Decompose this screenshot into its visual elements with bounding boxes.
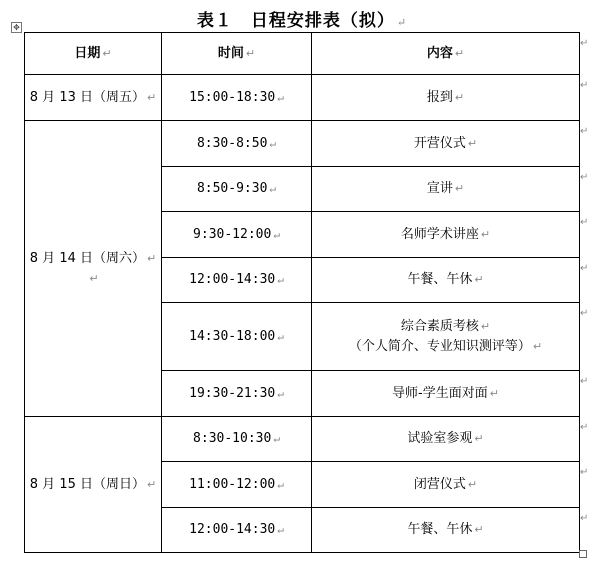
row-end-mark-icon: ↵ <box>580 376 589 387</box>
row-end-mark-icon: ↵ <box>580 263 589 274</box>
row-end-mark-icon: ↵ <box>580 308 589 319</box>
row-end-mark-icon: ↵ <box>580 513 589 524</box>
time-cell: 8:30-8:50 ↵ <box>162 121 312 167</box>
header-content: 内容 ↵ <box>312 33 580 75</box>
date-cell: 8 月 13 日（周五） ↵ <box>25 75 162 121</box>
table-row <box>25 121 580 167</box>
row-end-mark-icon: ↵ <box>580 422 589 433</box>
table-row <box>25 417 580 462</box>
time-cell: 19:30-21:30 ↵ <box>162 371 312 417</box>
content-cell: 午餐、午休 ↵ <box>312 508 580 553</box>
table-header-row <box>25 33 580 75</box>
content-cell: 试验室参观 ↵ <box>312 417 580 462</box>
table-title <box>0 6 604 31</box>
schedule-table <box>24 32 580 553</box>
row-end-mark-icon: ↵ <box>580 217 589 228</box>
table-move-handle-icon[interactable]: ✥ <box>11 22 22 33</box>
header-date: 日期 ↵ <box>25 33 162 75</box>
content-cell: 综合素质考核 ↵ （个人简介、专业知识测评等） ↵ <box>312 303 580 371</box>
content-cell: 闭营仪式 ↵ <box>312 462 580 508</box>
row-end-mark-icon: ↵ <box>580 38 589 49</box>
row-end-mark-icon: ↵ <box>580 80 589 91</box>
content-cell: 午餐、午休 ↵ <box>312 258 580 303</box>
content-cell: 宣讲 ↵ <box>312 167 580 212</box>
time-cell: 15:00-18:30 ↵ <box>162 75 312 121</box>
time-cell: 12:00-14:30 ↵ <box>162 258 312 303</box>
time-cell: 11:00-12:00 ↵ <box>162 462 312 508</box>
time-cell: 14:30-18:00 ↵ <box>162 303 312 371</box>
time-cell: 8:30-10:30 ↵ <box>162 417 312 462</box>
time-cell: 8:50-9:30 ↵ <box>162 167 312 212</box>
date-cell: 8 月 14 日（周六） ↵ ↵ <box>25 121 162 417</box>
table-title-text: 表１ 日程安排表（拟） <box>196 11 395 31</box>
row-end-mark-icon: ↵ <box>580 172 589 183</box>
content-cell: 报到 ↵ <box>312 75 580 121</box>
content-cell: 导师-学生面对面 ↵ <box>312 371 580 417</box>
header-time: 时间 ↵ <box>162 33 312 75</box>
table-resize-handle-icon[interactable] <box>579 550 587 558</box>
table-row <box>25 75 580 121</box>
date-cell: 8 月 15 日（周日） ↵ <box>25 417 162 553</box>
row-end-mark-icon: ↵ <box>580 126 589 137</box>
content-cell: 名师学术讲座 ↵ <box>312 212 580 258</box>
time-cell: 12:00-14:30 ↵ <box>162 508 312 553</box>
paragraph-mark-icon: ↵ <box>396 16 408 29</box>
content-cell: 开营仪式 ↵ <box>312 121 580 167</box>
time-cell: 9:30-12:00 ↵ <box>162 212 312 258</box>
row-end-mark-icon: ↵ <box>580 467 589 478</box>
